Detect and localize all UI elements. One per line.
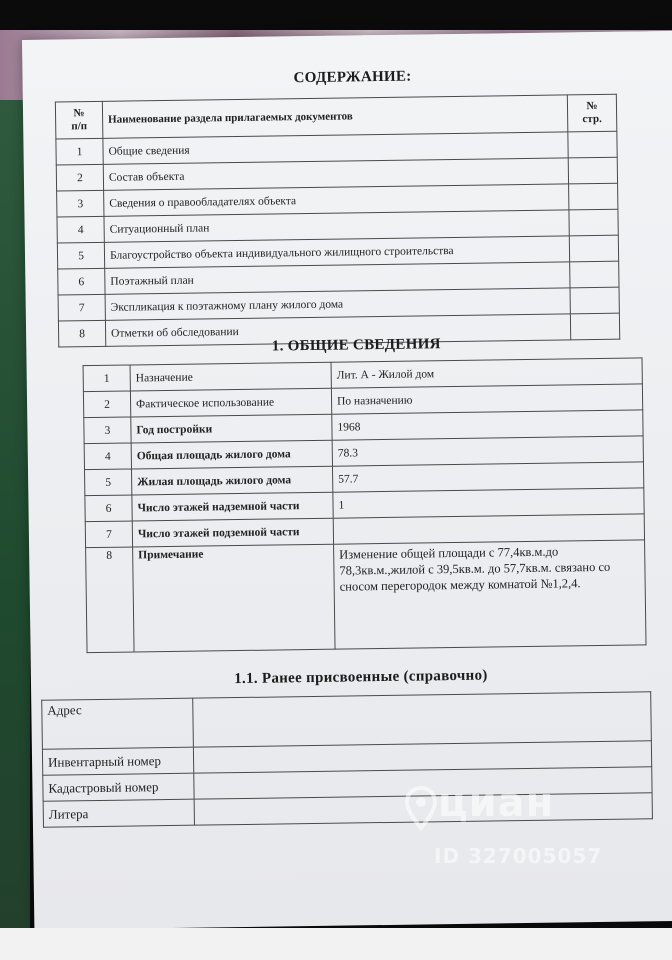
prior-row-label: Адрес <box>42 698 194 749</box>
general-title: 1. ОБЩИЕ СВЕДЕНИЯ <box>271 336 441 355</box>
watermark <box>404 778 634 878</box>
toc-row-name: Экспликация к поэтажному плану жилого дома <box>105 288 570 320</box>
prior-row-label: Литера <box>43 799 194 827</box>
toc-row-page <box>569 183 618 210</box>
location-pin-icon <box>404 786 438 836</box>
toc-row-page <box>568 157 617 184</box>
general-row-label: Фактическое использование <box>130 388 331 417</box>
toc-row-name: Сведения о правообладателях объекта <box>104 184 569 216</box>
toc-row-num: 1 <box>56 138 103 165</box>
toc-row-page <box>568 131 617 158</box>
toc-row-name: Состав объекта <box>103 158 568 190</box>
general-row-label: Жилая площадь жилого дома <box>132 466 333 495</box>
general-row-label: Число этажей подземной части <box>132 518 333 547</box>
toc-row-page <box>570 287 619 314</box>
bottom-bar <box>0 928 672 960</box>
toc-header-num: № п/п <box>55 101 103 139</box>
toc-row-name: Поэтажный план <box>105 262 570 294</box>
general-row-label: Примечание <box>133 544 335 652</box>
general-row-value: 78.3 <box>332 436 643 466</box>
toc-row-num: 5 <box>57 242 104 269</box>
toc-row-num: 8 <box>58 320 105 347</box>
general-row-num: 4 <box>84 443 131 470</box>
general-table <box>83 357 647 653</box>
watermark-brand: циан <box>438 780 555 826</box>
general-row-num: 2 <box>83 391 130 418</box>
general-row-label: Год постройки <box>131 414 332 443</box>
general-row-num: 8 <box>86 547 134 653</box>
prior-row-label: Кадастровый номер <box>43 773 194 801</box>
toc-row-page <box>569 235 618 262</box>
general-row-num: 7 <box>85 521 132 548</box>
general-row-num: 5 <box>85 469 132 496</box>
toc-header-name: Наименование раздела прилагаемых документов <box>102 95 567 138</box>
toc-header-page: № стр. <box>567 94 617 132</box>
toc-table <box>55 94 620 348</box>
general-row-label: Назначение <box>130 362 331 391</box>
toc-row-name: Отметки об обследовании <box>105 314 570 346</box>
prior-row-label: Инвентарный номер <box>42 747 193 775</box>
table-row <box>86 540 646 653</box>
toc-row-num: 7 <box>58 294 105 321</box>
toc-row-num: 6 <box>58 268 105 295</box>
general-row-label: Число этажей надземной части <box>132 492 333 521</box>
toc-row-name: Благоустройство объекта индивидуального жилищного строительства <box>104 236 569 268</box>
toc-row-page <box>570 261 619 288</box>
general-row-value: 57.7 <box>332 462 643 492</box>
toc-row-page <box>569 209 618 236</box>
toc-row-name: Ситуационный план <box>104 210 569 242</box>
toc-row-num: 4 <box>57 216 104 243</box>
general-row-value: Изменение общей площади с 77,4кв.м.до 78,3кв.м.,жилой с 39,5кв.м. до 57,7кв.м. связано со сносом перегородок между комнатой №1,2,4. <box>334 540 646 649</box>
general-row-num: 3 <box>84 417 131 444</box>
general-row-num: 6 <box>85 495 132 522</box>
general-row-value: 1 <box>333 488 644 518</box>
general-row-value: Лит. А - Жилой дом <box>331 358 642 388</box>
table-row <box>42 692 652 749</box>
general-row-num: 1 <box>83 365 130 392</box>
prior-title: 1.1. Ранее присвоенные (справочно) <box>234 667 488 688</box>
general-row-value: По назначению <box>331 384 642 414</box>
general-row-label: Общая площадь жилого дома <box>131 440 332 469</box>
toc-row-num: 3 <box>57 190 104 217</box>
general-row-value: 1968 <box>332 410 643 440</box>
prior-row-value <box>193 692 652 747</box>
watermark-id: ID 327005057 <box>434 844 603 868</box>
toc-title: СОДЕРЖАНИЕ: <box>293 68 412 87</box>
toc-row-num: 2 <box>56 164 103 191</box>
toc-row-name: Общие сведения <box>103 132 568 164</box>
